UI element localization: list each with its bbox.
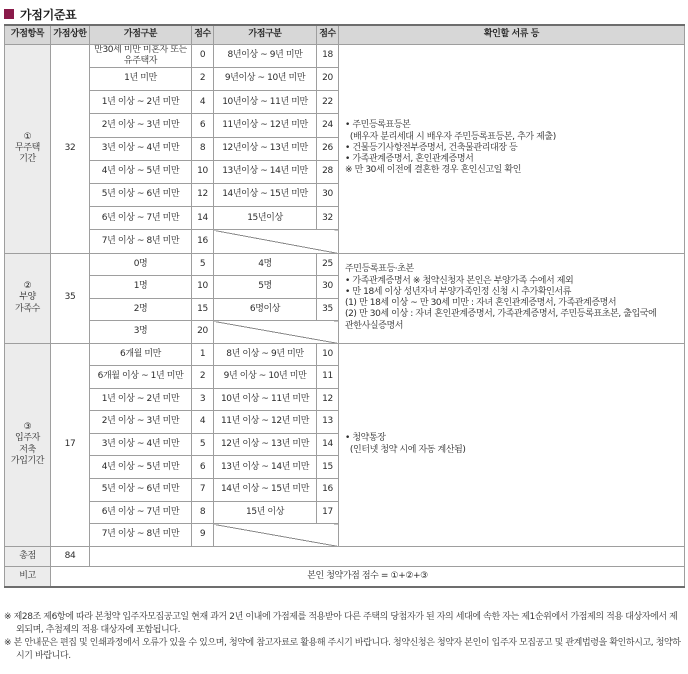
max-score-cell: 17 — [51, 343, 90, 546]
left-score-cell: 14 — [192, 207, 214, 230]
left-score-cell: 4 — [192, 411, 214, 434]
square-bullet-icon — [4, 9, 14, 19]
left-score-cell: 20 — [192, 321, 214, 344]
total-empty-cell — [90, 546, 685, 566]
header-cell: 가점상한 — [51, 25, 90, 44]
document-line: • 주민등록표등본 — [345, 120, 411, 131]
right-criterion-cell: 9년이상 ~ 10년 미만 — [214, 68, 317, 91]
left-score-cell: 3 — [192, 388, 214, 411]
left-criterion-cell: 4년 이상 ~ 5년 미만 — [90, 456, 192, 479]
right-score-cell: 12 — [317, 388, 339, 411]
required-documents-cell — [339, 44, 685, 253]
left-score-cell: 4 — [192, 91, 214, 114]
max-score-cell: 35 — [51, 253, 90, 343]
right-criterion-cell: 12년이상 ~ 13년 미만 — [214, 137, 317, 160]
header-cell: 확인할 서류 등 — [339, 25, 685, 44]
document-line: • 가족관계증명서 ※ 청약신청자 본인은 부양가족 수에서 제외 — [345, 275, 574, 286]
left-criterion-cell: 1년 이상 ~ 2년 미만 — [90, 388, 192, 411]
right-criterion-cell: 11년이상 ~ 12년 미만 — [214, 114, 317, 137]
document-line: (1) 만 18세 이상 ~ 만 30세 미만 : 자녀 혼인관계증명서, 가족관계증명서 — [345, 298, 617, 308]
left-criterion-cell: 만30세 미만 미혼자 또는 유주택자 — [90, 44, 192, 68]
item-name-line: 부양 — [19, 292, 36, 303]
left-score-cell: 9 — [192, 524, 214, 547]
left-score-cell: 2 — [192, 366, 214, 389]
left-score-cell: 10 — [192, 160, 214, 183]
left-score-cell: 2 — [192, 68, 214, 91]
left-criterion-cell: 6개월 미만 — [90, 343, 192, 366]
document-line: 관한사실증명서 — [345, 320, 404, 331]
right-score-cell: 35 — [317, 298, 339, 321]
right-score-cell: 10 — [317, 343, 339, 366]
item-name-line: 가족수 — [15, 303, 40, 314]
left-criterion-cell: 2명 — [90, 298, 192, 321]
right-score-cell: 11 — [317, 366, 339, 389]
footnotes — [4, 611, 684, 663]
header-cell: 가점항목 — [5, 25, 51, 44]
item-name-cell — [5, 343, 51, 546]
document-line: 주민등록표등·초본 — [345, 264, 414, 275]
remarks-row — [5, 566, 685, 587]
footnote: ※ 본 안내문은 편집 및 인쇄과정에서 오류가 있을 수 있으며, 청약에 참고자료로 활용해 주시기 바랍니다. 청약신청은 청약자 본인이 입주자 모집공고 및 관계법령을 확인하시고, 청약하시기 바랍니다. — [4, 638, 681, 662]
left-score-cell: 10 — [192, 276, 214, 299]
right-criterion-cell: 5명 — [214, 276, 317, 299]
left-criterion-cell: 7년 이상 ~ 8년 미만 — [90, 230, 192, 253]
right-criterion-cell: 8년 이상 ~ 9년 미만 — [214, 343, 317, 366]
table-row — [5, 253, 685, 276]
document-line: (2) 만 30세 이상 : 자녀 혼인관계증명서, 가족관계증명서, 주민등록표초본, 출입국에 — [345, 309, 657, 320]
right-score-cell: 30 — [317, 276, 339, 299]
right-criterion-cell: 13년 이상 ~ 14년 미만 — [214, 456, 317, 479]
header-cell: 가점구분 — [214, 25, 317, 44]
left-score-cell: 5 — [192, 253, 214, 276]
left-criterion-cell: 3년 이상 ~ 4년 미만 — [90, 137, 192, 160]
left-criterion-cell: 2년 이상 ~ 3년 미만 — [90, 411, 192, 434]
right-score-cell: 17 — [317, 501, 339, 524]
right-score-cell: 22 — [317, 91, 339, 114]
left-criterion-cell: 0명 — [90, 253, 192, 276]
table-row — [5, 44, 685, 68]
left-criterion-cell: 1년 이상 ~ 2년 미만 — [90, 91, 192, 114]
right-criterion-cell: 6명이상 — [214, 298, 317, 321]
item-name-line: 무주택 — [15, 142, 40, 153]
total-label: 총점 — [5, 546, 51, 566]
right-criterion-cell: 8년이상 ~ 9년 미만 — [214, 44, 317, 68]
empty-diagonal-cell — [214, 524, 339, 547]
score-table — [4, 24, 685, 588]
left-score-cell: 8 — [192, 137, 214, 160]
right-criterion-cell: 15년이상 — [214, 207, 317, 230]
left-score-cell: 8 — [192, 501, 214, 524]
document-line: • 가족관계증명서, 혼인관계증명서 — [345, 154, 474, 165]
right-score-cell: 20 — [317, 68, 339, 91]
empty-diagonal-cell — [214, 321, 339, 344]
empty-diagonal-cell — [214, 230, 339, 253]
left-criterion-cell: 6년 이상 ~ 7년 미만 — [90, 501, 192, 524]
left-score-cell: 15 — [192, 298, 214, 321]
left-criterion-cell: 3명 — [90, 321, 192, 344]
item-name-cell — [5, 44, 51, 253]
document-line: (배우자 분리세대 시 배우자 주민등록표등본, 추가 제출) — [345, 131, 556, 142]
left-criterion-cell: 1명 — [90, 276, 192, 299]
left-score-cell: 1 — [192, 343, 214, 366]
left-score-cell: 0 — [192, 44, 214, 68]
left-score-cell: 12 — [192, 183, 214, 206]
right-criterion-cell: 12년 이상 ~ 13년 미만 — [214, 433, 317, 456]
left-criterion-cell: 2년 이상 ~ 3년 미만 — [90, 114, 192, 137]
left-criterion-cell: 1년 미만 — [90, 68, 192, 91]
right-score-cell: 13 — [317, 411, 339, 434]
max-score-cell: 32 — [51, 44, 90, 253]
left-criterion-cell: 3년 이상 ~ 4년 미만 — [90, 433, 192, 456]
item-name-line: 입주자 — [15, 433, 40, 444]
item-name-cell — [5, 253, 51, 343]
right-criterion-cell: 11년 이상 ~ 12년 미만 — [214, 411, 317, 434]
left-criterion-cell: 5년 이상 ~ 6년 미만 — [90, 183, 192, 206]
footnote: ※ 제28조 제6항에 따라 본청약 입주자모집공고일 현재 과거 2년 이내에 가점제를 적용받아 다른 주택의 당첨자가 된 자의 세대에 속한 자는 제1순위에서 가점제의 적용 대상자에서 제외되며, 추첨제의 적용 대상자에 포함됩니다. — [4, 612, 678, 636]
right-criterion-cell: 14년 이상 ~ 15년 미만 — [214, 479, 317, 502]
right-score-cell: 15 — [317, 456, 339, 479]
header-cell: 점수 — [317, 25, 339, 44]
left-criterion-cell: 4년 이상 ~ 5년 미만 — [90, 160, 192, 183]
document-line: • 건물등기사항전부증명서, 건축물관리대장 등 — [345, 142, 518, 153]
right-criterion-cell: 13년이상 ~ 14년 미만 — [214, 160, 317, 183]
remarks-text: 본인 청약가점 점수 = ①+②+③ — [51, 566, 685, 587]
required-documents-cell — [339, 253, 685, 343]
item-number: ① — [23, 131, 32, 142]
table-row — [5, 343, 685, 366]
document-line: • 만 18세 이상 성년자녀 부양가족인정 신청 시 추가확인서류 — [345, 286, 572, 297]
item-name-line: 저축 — [19, 444, 36, 455]
left-score-cell: 16 — [192, 230, 214, 253]
left-score-cell: 7 — [192, 479, 214, 502]
right-score-cell: 14 — [317, 433, 339, 456]
right-score-cell: 16 — [317, 479, 339, 502]
left-criterion-cell: 6년 이상 ~ 7년 미만 — [90, 207, 192, 230]
right-score-cell: 28 — [317, 160, 339, 183]
section-title-text: 가점기준표 — [20, 7, 77, 22]
required-documents-cell — [339, 343, 685, 546]
right-score-cell: 30 — [317, 183, 339, 206]
item-name-line: 가입기간 — [10, 455, 45, 466]
right-criterion-cell: 10년 이상 ~ 11년 미만 — [214, 388, 317, 411]
right-score-cell: 32 — [317, 207, 339, 230]
right-criterion-cell: 9년 이상 ~ 10년 미만 — [214, 366, 317, 389]
left-criterion-cell: 7년 이상 ~ 8년 미만 — [90, 524, 192, 547]
total-row — [5, 546, 685, 566]
document-line: (인터넷 청약 시에 자동 계산됨) — [345, 444, 466, 455]
right-criterion-cell: 10년이상 ~ 11년 미만 — [214, 91, 317, 114]
left-criterion-cell: 6개월 이상 ~ 1년 미만 — [90, 366, 192, 389]
right-score-cell: 18 — [317, 44, 339, 68]
remarks-label: 비고 — [5, 566, 51, 587]
table-header-row — [5, 25, 685, 44]
right-criterion-cell: 15년 이상 — [214, 501, 317, 524]
right-score-cell: 25 — [317, 253, 339, 276]
left-criterion-cell: 5년 이상 ~ 6년 미만 — [90, 479, 192, 502]
right-criterion-cell: 4명 — [214, 253, 317, 276]
right-score-cell: 26 — [317, 137, 339, 160]
document-line: ※ 만 30세 이전에 결혼한 경우 혼인신고일 확인 — [345, 165, 522, 176]
right-criterion-cell: 14년이상 ~ 15년 미만 — [214, 183, 317, 206]
total-value: 84 — [51, 546, 90, 566]
item-number: ③ — [23, 422, 32, 433]
left-score-cell: 6 — [192, 114, 214, 137]
document-line: • 청약통장 — [345, 433, 386, 444]
right-score-cell: 24 — [317, 114, 339, 137]
left-score-cell: 6 — [192, 456, 214, 479]
header-cell: 가점구분 — [90, 25, 192, 44]
header-cell: 점수 — [192, 25, 214, 44]
item-name-line: 기간 — [19, 154, 36, 165]
section-title — [4, 3, 76, 25]
left-score-cell: 5 — [192, 433, 214, 456]
item-number: ② — [23, 281, 32, 292]
